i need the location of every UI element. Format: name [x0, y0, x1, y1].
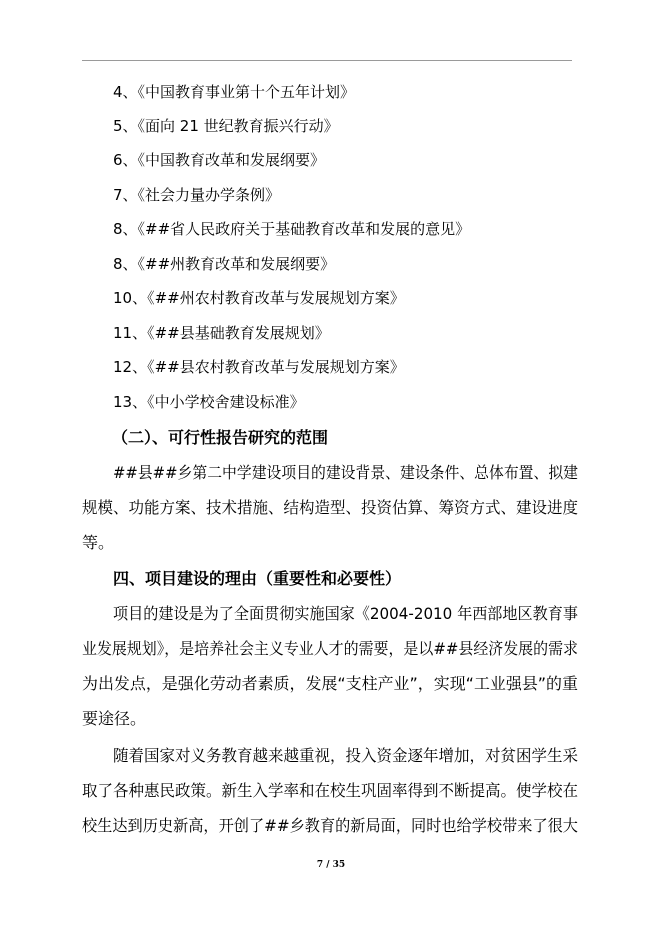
reference-item: 4、《中国教育事业第十个五年计划》: [113, 83, 356, 101]
reference-item: 12、《##县农村教育改革与发展规划方案》: [113, 358, 405, 376]
paragraph-line: 取了各种惠民政策。新生入学率和在校生巩固率得到不断提高。使学校在: [82, 781, 578, 800]
paragraph-line: 校生达到历史新高，开创了##乡教育的新局面，同时也给学校带来了很大: [82, 816, 578, 835]
paragraph-line: 规模、功能方案、技术措施、结构造型、投资估算、筹资方式、建设进度: [82, 498, 578, 517]
paragraph-line: 业发展规划》，是培养社会主义专业人才的需要，是以##县经济发展的需求: [82, 639, 578, 658]
paragraph-line: 项目的建设是为了全面贯彻实施国家《2004-2010 年西部地区教育事: [113, 604, 578, 623]
section-reasons-heading: 四、项目建设的理由（重要性和必要性）: [113, 569, 402, 588]
reference-item: 7、《社会力量办学条例》: [113, 186, 281, 204]
reference-item: 8、《##省人民政府关于基础教育改革和发展的意见》: [113, 220, 471, 238]
reference-item: 10、《##州农村教育改革与发展规划方案》: [113, 289, 405, 307]
reference-item: 13、《中小学校舍建设标准》: [113, 393, 305, 411]
paragraph-line: 要途径。: [82, 709, 147, 728]
reference-item: 8、《##州教育改革和发展纲要》: [113, 255, 336, 273]
reference-item: 6、《中国教育改革和发展纲要》: [113, 151, 326, 169]
page-number: 7 / 35: [316, 860, 346, 870]
header-rule: [82, 60, 572, 61]
paragraph-line: 等。: [82, 533, 115, 552]
reference-item: 5、《面向 21 世纪教育振兴行动》: [113, 117, 339, 135]
reference-item: 11、《##县基础教育发展规划》: [113, 324, 330, 342]
paragraph-line: 为出发点，是强化劳动者素质，发展“支柱产业”，实现“工业强县”的重: [82, 674, 578, 693]
section-scope-heading: （二）、可行性报告研究的范围: [112, 428, 329, 447]
paragraph-line: ##县##乡第二中学建设项目的建设背景、建设条件、总体布置、拟建: [113, 463, 578, 482]
paragraph-line: 随着国家对义务教育越来越重视，投入资金逐年增加，对贫困学生采: [113, 746, 578, 765]
